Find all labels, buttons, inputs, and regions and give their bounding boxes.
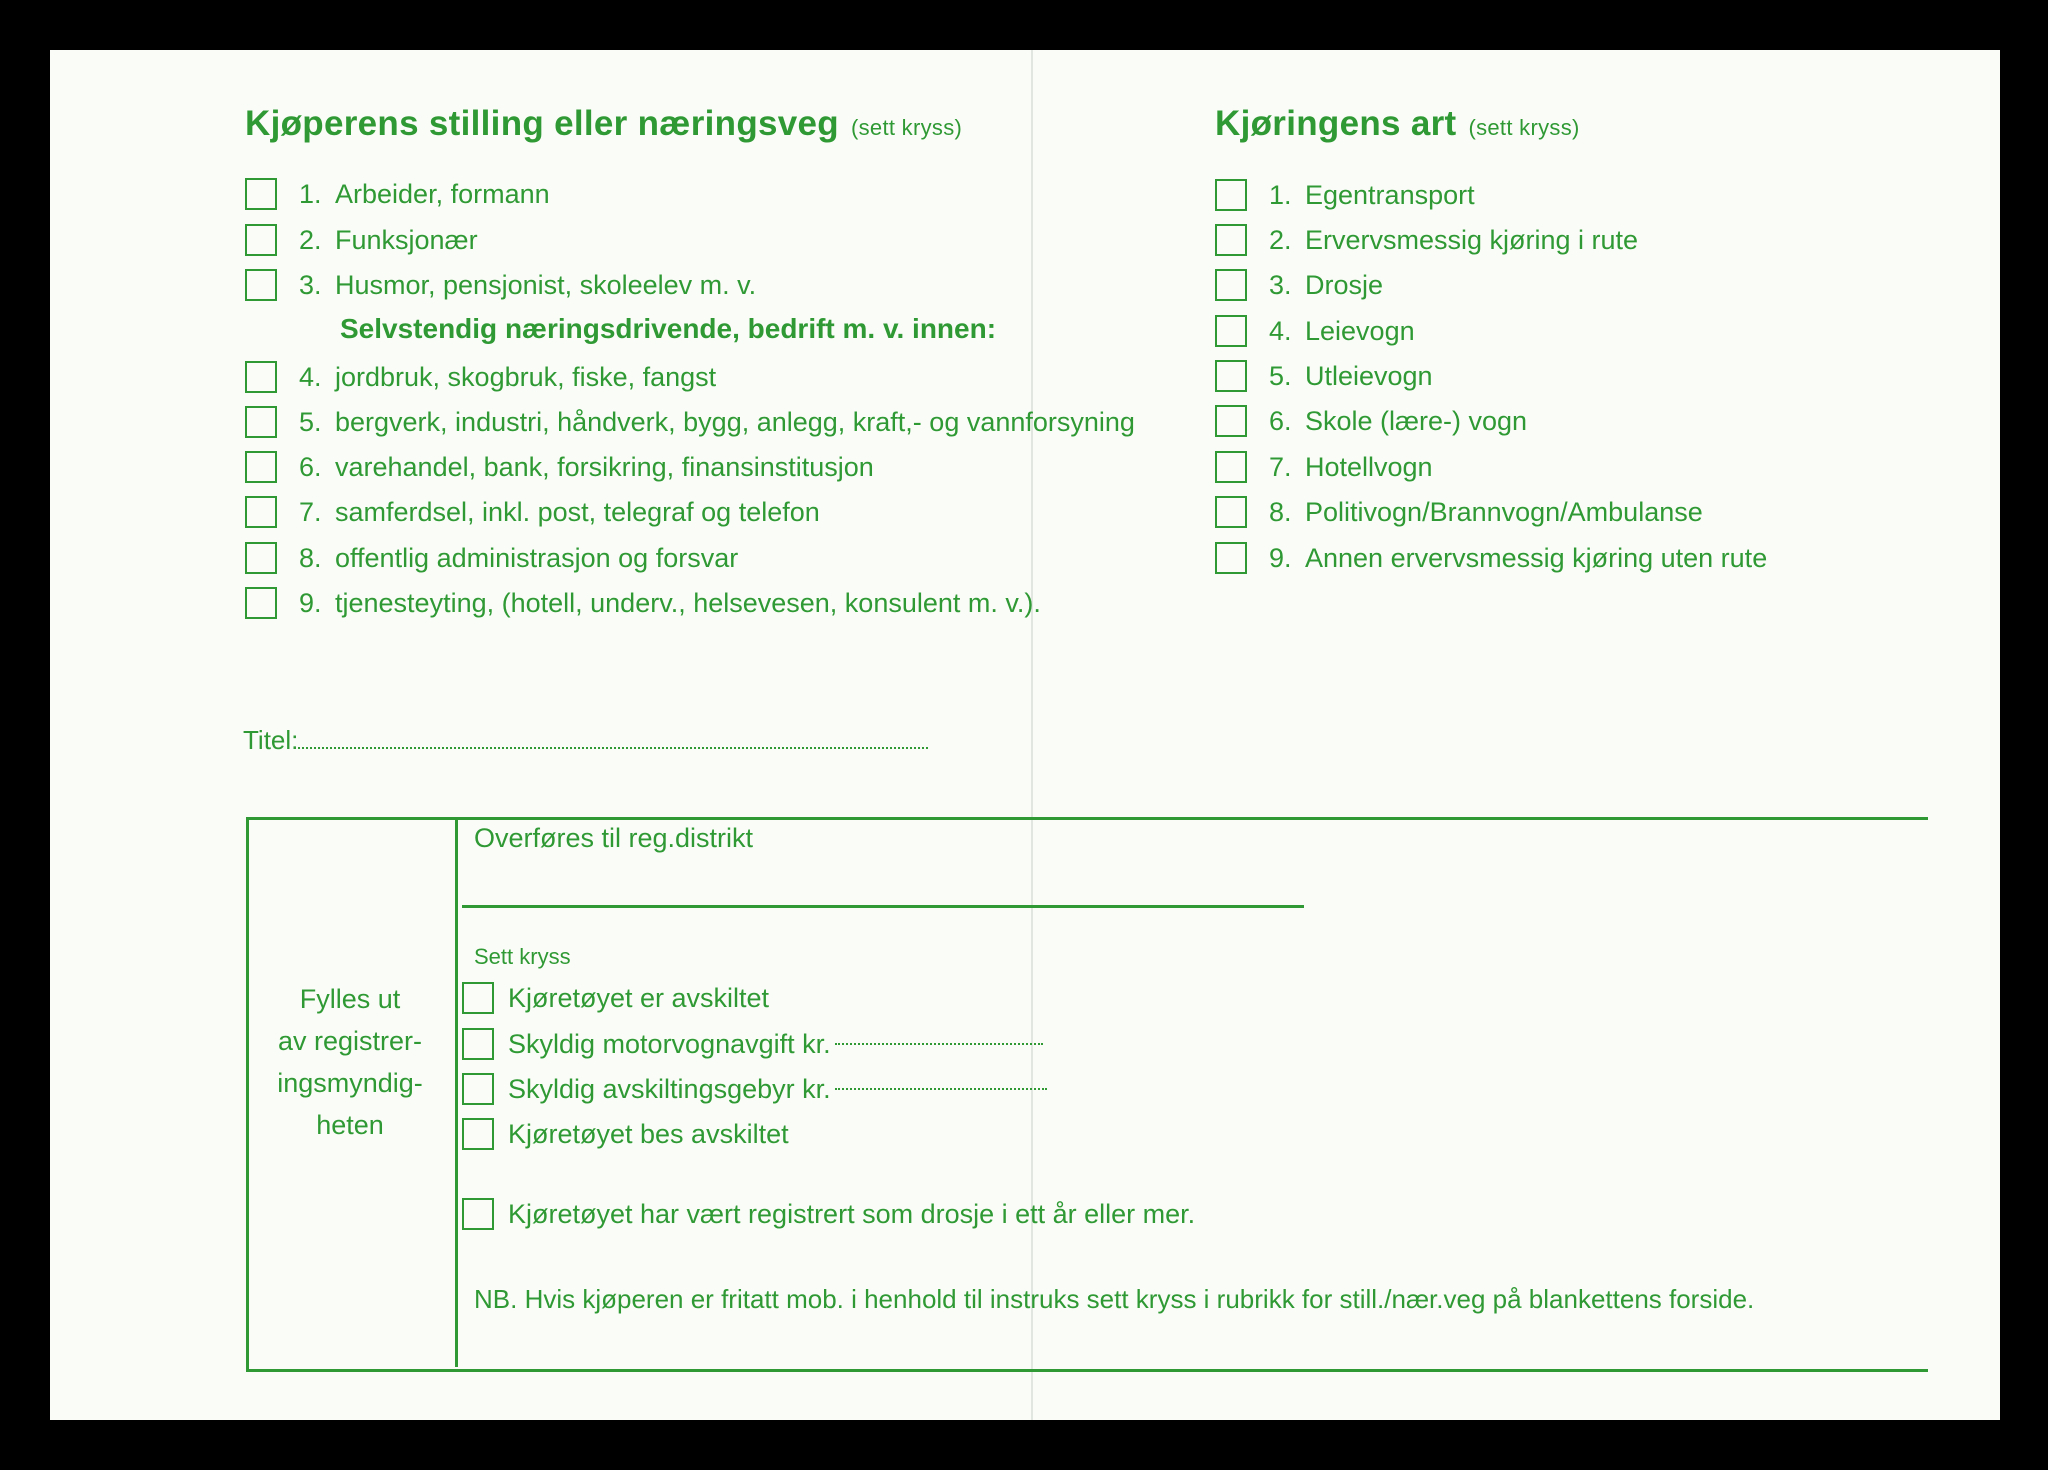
option-number: 8. (1269, 496, 1292, 527)
registry-box-bottom-border (246, 1369, 1928, 1372)
option-number: 1. (1269, 179, 1292, 210)
check-label: Kjøretøyet er avskiltet (508, 982, 770, 1013)
buyer-occupation-heading (245, 104, 962, 144)
registry-box-left-border (246, 817, 249, 1372)
option-label: Egentransport (1305, 179, 1475, 210)
transfer-district-line[interactable] (462, 905, 1304, 908)
driving-option-1[interactable] (1215, 179, 1475, 211)
option-label: varehandel, bank, forsikring, finansinstitusjon (335, 451, 874, 482)
registry-check-1[interactable] (462, 982, 769, 1014)
checkbox[interactable] (1215, 405, 1247, 437)
check-label: Skyldig motorvognavgift kr. (508, 1028, 831, 1059)
side-label-line: heten (316, 1110, 384, 1140)
checkbox[interactable] (1215, 542, 1247, 574)
buyer-occupation-title: Kjøperens stilling eller næringsveg (245, 104, 839, 143)
option-number: 9. (299, 587, 322, 618)
driving-option-6[interactable] (1215, 405, 1527, 437)
occupation-option-5[interactable] (245, 406, 1135, 438)
checkbox[interactable] (245, 542, 277, 574)
checkbox[interactable] (1215, 496, 1247, 528)
occupation-option-3[interactable] (245, 269, 756, 301)
driving-option-8[interactable] (1215, 496, 1703, 528)
occupation-option-6[interactable] (245, 451, 874, 483)
checkbox[interactable] (462, 1198, 494, 1230)
option-label: Ervervsmessig kjøring i rute (1305, 224, 1639, 255)
driving-type-note: (sett kryss) (1468, 115, 1580, 140)
checkbox[interactable] (245, 269, 277, 301)
occupation-option-9[interactable] (245, 587, 1041, 619)
checkbox[interactable] (245, 178, 277, 210)
occupation-option-1[interactable] (245, 178, 550, 210)
checkbox[interactable] (245, 587, 277, 619)
option-label: tjenesteyting, (hotell, underv., helsevesen, konsulent m. v.). (335, 587, 1041, 618)
registry-check-4[interactable] (462, 1118, 789, 1150)
registry-side-label (250, 978, 450, 1146)
buyer-occupation-note: (sett kryss) (850, 115, 963, 140)
option-label: samferdsel, inkl. post, telegraf og telefon (335, 496, 820, 527)
checkbox[interactable] (1215, 360, 1247, 392)
option-number: 4. (299, 361, 322, 392)
option-number: 7. (1269, 451, 1292, 482)
option-label: Drosje (1305, 269, 1384, 300)
option-label: bergverk, industri, håndverk, bygg, anlegg, kraft,- og vannforsyning (335, 406, 1135, 437)
driving-option-4[interactable] (1215, 315, 1415, 347)
option-number: 8. (299, 542, 322, 573)
side-label-line: Fylles ut (299, 984, 401, 1014)
option-number: 6. (1269, 405, 1292, 436)
title-field[interactable] (243, 725, 928, 756)
checkbox[interactable] (462, 1073, 494, 1105)
option-number: 7. (299, 496, 322, 527)
checkbox[interactable] (245, 224, 277, 256)
registry-box-top-border (246, 817, 1928, 820)
option-number: 4. (1269, 315, 1292, 346)
amount-dotted-line[interactable] (835, 1043, 1043, 1045)
option-number: 6. (299, 451, 322, 482)
option-label: Arbeider, formann (335, 178, 550, 209)
self-employed-subheading: Selvstendig næringsdrivende, bedrift m. v. innen: (340, 313, 997, 344)
driving-option-5[interactable] (1215, 360, 1433, 392)
option-label: Politivogn/Brannvogn/Ambulanse (1305, 496, 1703, 527)
occupation-option-8[interactable] (245, 542, 738, 574)
checkbox[interactable] (245, 406, 277, 438)
checkbox[interactable] (462, 1028, 494, 1060)
drosje-check[interactable] (462, 1198, 1195, 1230)
checkbox[interactable] (462, 982, 494, 1014)
nb-note: NB. Hvis kjøperen er fritatt mob. i henhold til instruks sett kryss i rubrikk for still./nær.veg på blankettens forside. (474, 1284, 1755, 1314)
option-label: Hotellvogn (1305, 451, 1433, 482)
option-label: Skole (lære-) vogn (1305, 405, 1528, 436)
check-label: Kjøretøyet har vært registrert som drosje i ett år eller mer. (508, 1198, 1196, 1229)
checkbox[interactable] (1215, 224, 1247, 256)
driving-option-9[interactable] (1215, 542, 1767, 574)
driving-type-title: Kjøringens art (1215, 104, 1457, 143)
driving-type-heading (1215, 104, 1580, 144)
option-label: Husmor, pensjonist, skoleelev m. v. (335, 269, 757, 300)
option-number: 3. (1269, 269, 1292, 300)
checkbox[interactable] (1215, 451, 1247, 483)
option-label: jordbruk, skogbruk, fiske, fangst (335, 361, 717, 392)
checkbox[interactable] (245, 496, 277, 528)
driving-option-7[interactable] (1215, 451, 1433, 483)
checkbox[interactable] (1215, 269, 1247, 301)
registry-check-2[interactable] (462, 1028, 1043, 1060)
side-label-line: av registrer- (277, 1026, 423, 1056)
occupation-option-4[interactable] (245, 361, 716, 393)
driving-option-3[interactable] (1215, 269, 1383, 301)
transfer-district-label: Overføres til reg.distrikt (474, 823, 754, 853)
registry-box-divider (455, 817, 458, 1367)
sett-kryss-label: Sett kryss (474, 944, 571, 969)
title-field-label: Titel: (243, 725, 299, 755)
check-label: Skyldig avskiltingsgebyr kr. (508, 1073, 831, 1104)
option-label: Leievogn (1305, 315, 1415, 346)
driving-option-2[interactable] (1215, 224, 1638, 256)
option-label: Utleievogn (1305, 360, 1433, 391)
option-number: 2. (299, 224, 322, 255)
option-label: Annen ervervsmessig kjøring uten rute (1305, 542, 1768, 573)
amount-dotted-line[interactable] (835, 1088, 1047, 1090)
occupation-option-2[interactable] (245, 224, 478, 256)
checkbox[interactable] (1215, 315, 1247, 347)
side-label-line: ingsmyndig- (277, 1068, 423, 1098)
option-label: Funksjonær (335, 224, 478, 255)
option-number: 3. (299, 269, 322, 300)
option-number: 2. (1269, 224, 1292, 255)
option-number: 9. (1269, 542, 1292, 573)
checkbox[interactable] (1215, 179, 1247, 211)
check-label: Kjøretøyet bes avskiltet (508, 1118, 789, 1149)
option-number: 5. (1269, 360, 1292, 391)
checkbox[interactable] (245, 451, 277, 483)
occupation-option-7[interactable] (245, 496, 820, 528)
checkbox[interactable] (462, 1118, 494, 1150)
option-number: 5. (299, 406, 322, 437)
registry-check-3[interactable] (462, 1073, 1047, 1105)
checkbox[interactable] (245, 361, 277, 393)
option-number: 1. (299, 178, 322, 209)
option-label: offentlig administrasjon og forsvar (335, 542, 739, 573)
title-dotted-line[interactable] (298, 747, 928, 749)
